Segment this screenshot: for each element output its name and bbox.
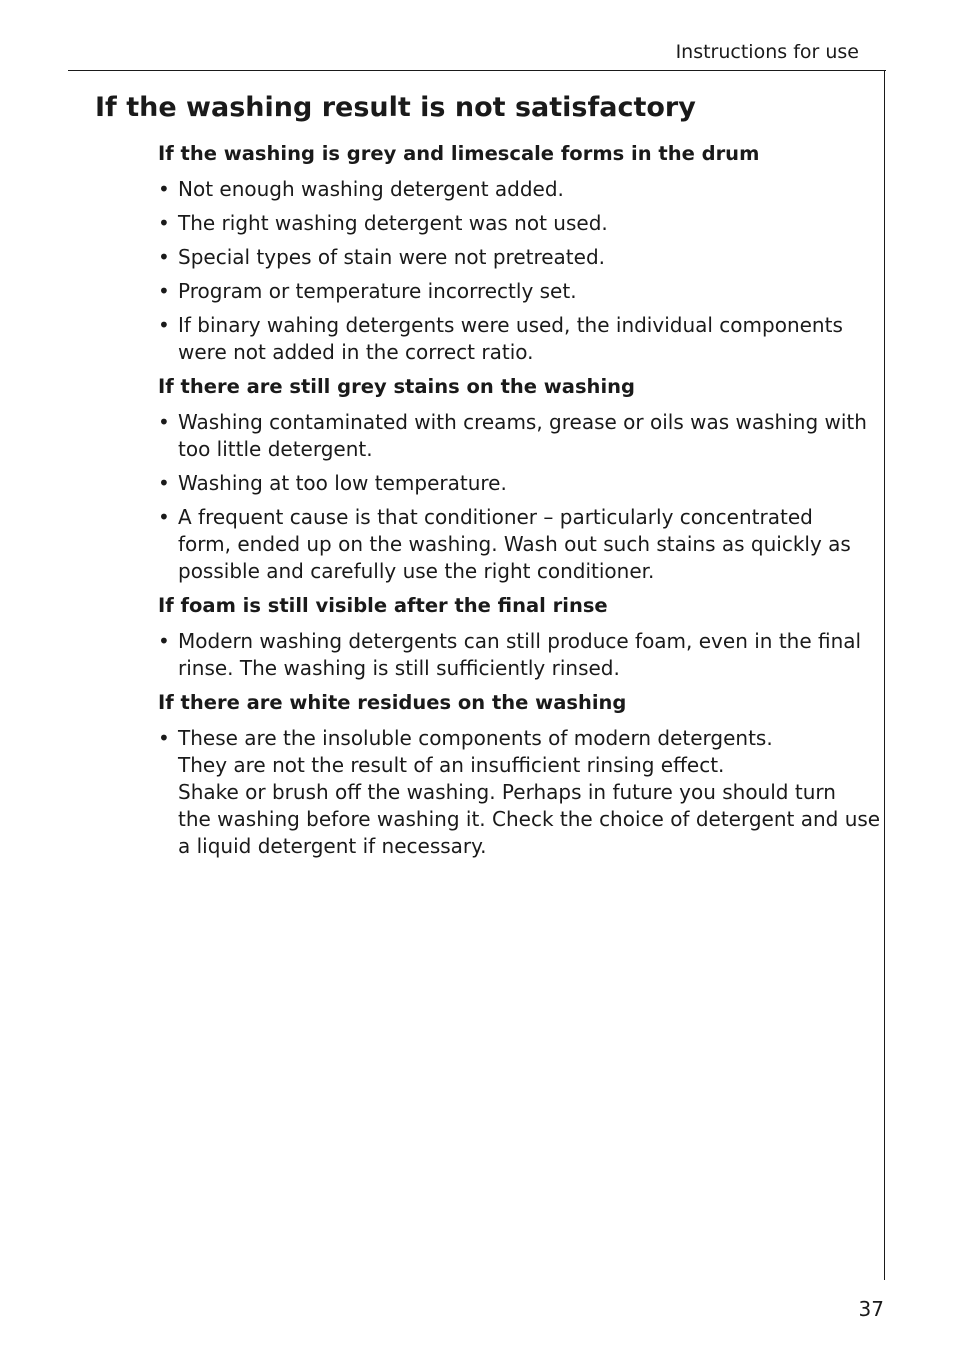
bullet-list	[158, 725, 881, 860]
bullet-icon: •	[158, 726, 170, 750]
list-item	[158, 244, 858, 271]
list-item-line: Washing at too low temperature.	[178, 471, 507, 495]
side-rule	[884, 70, 885, 1280]
page-number: 37	[858, 1297, 884, 1321]
bullet-icon: •	[158, 177, 170, 201]
bullet-icon: •	[158, 471, 170, 495]
list-item-text	[178, 504, 858, 585]
list-item-text	[178, 210, 858, 237]
list-item-text	[178, 312, 858, 366]
list-item	[158, 504, 858, 585]
list-item-line: Not enough washing detergent added.	[178, 177, 564, 201]
bullet-list	[158, 628, 862, 682]
section-white-residues	[158, 689, 881, 860]
list-item-line: possible and carefully use the right conditioner.	[178, 559, 655, 583]
header-rule	[68, 70, 886, 71]
list-item-text	[178, 176, 858, 203]
list-item-text	[178, 244, 858, 271]
list-item-line: a liquid detergent if necessary.	[178, 834, 487, 858]
list-item	[158, 176, 858, 203]
section-heading: If there are white residues on the washing	[158, 691, 627, 714]
list-item-line: too little detergent.	[178, 437, 373, 461]
list-item-text	[178, 470, 858, 497]
list-item-line: Special types of stain were not pretreated.	[178, 245, 606, 269]
bullet-icon: •	[158, 410, 170, 434]
list-item-line: These are the insoluble components of modern detergents.	[178, 726, 773, 750]
list-item-line: If binary wahing detergents were used, the individual components	[178, 313, 843, 337]
section-heading: If the washing is grey and limescale forms in the drum	[158, 142, 760, 165]
section-grey-limescale	[158, 140, 858, 366]
list-item	[158, 312, 858, 366]
list-item-text	[178, 278, 858, 305]
bullet-icon: •	[158, 629, 170, 653]
section-foam-visible	[158, 592, 862, 682]
main-content	[158, 140, 881, 867]
list-item-line: rinse. The washing is still sufficiently rinsed.	[178, 656, 620, 680]
running-header: Instructions for use	[675, 41, 859, 63]
bullet-icon: •	[158, 279, 170, 303]
section-grey-stains	[158, 373, 867, 585]
bullet-list	[158, 409, 867, 585]
bullet-icon: •	[158, 505, 170, 529]
list-item-text	[178, 725, 880, 860]
list-item	[158, 409, 867, 463]
list-item-line: were not added in the correct ratio.	[178, 340, 534, 364]
list-item-line: the washing before washing it. Check the choice of detergent and use	[178, 807, 881, 831]
list-item-text	[178, 409, 867, 463]
list-item-line: Washing contaminated with creams, grease or oils was washing with	[178, 410, 867, 434]
bullet-icon: •	[158, 211, 170, 235]
bullet-icon: •	[158, 313, 170, 337]
page-title: If the washing result is not satisfactory	[95, 92, 696, 123]
bullet-icon: •	[158, 245, 170, 269]
list-item-line: form, ended up on the washing. Wash out such stains as quickly as	[178, 532, 851, 556]
section-heading: If foam is still visible after the final rinse	[158, 594, 608, 617]
list-item-line: A frequent cause is that conditioner – particularly concentrated	[178, 505, 813, 529]
list-item	[158, 725, 881, 860]
list-item	[158, 628, 862, 682]
bullet-list	[158, 176, 858, 366]
list-item	[158, 210, 858, 237]
section-heading: If there are still grey stains on the washing	[158, 375, 635, 398]
list-item-line: Modern washing detergents can still produce foam, even in the final	[178, 629, 862, 653]
list-item-line: The right washing detergent was not used.	[178, 211, 608, 235]
list-item-line: Shake or brush off the washing. Perhaps in future you should turn	[178, 780, 836, 804]
list-item-line: They are not the result of an insufficient rinsing effect.	[178, 753, 725, 777]
list-item	[158, 278, 858, 305]
list-item-text	[178, 628, 861, 682]
list-item-line: Program or temperature incorrectly set.	[178, 279, 577, 303]
list-item	[158, 470, 858, 497]
